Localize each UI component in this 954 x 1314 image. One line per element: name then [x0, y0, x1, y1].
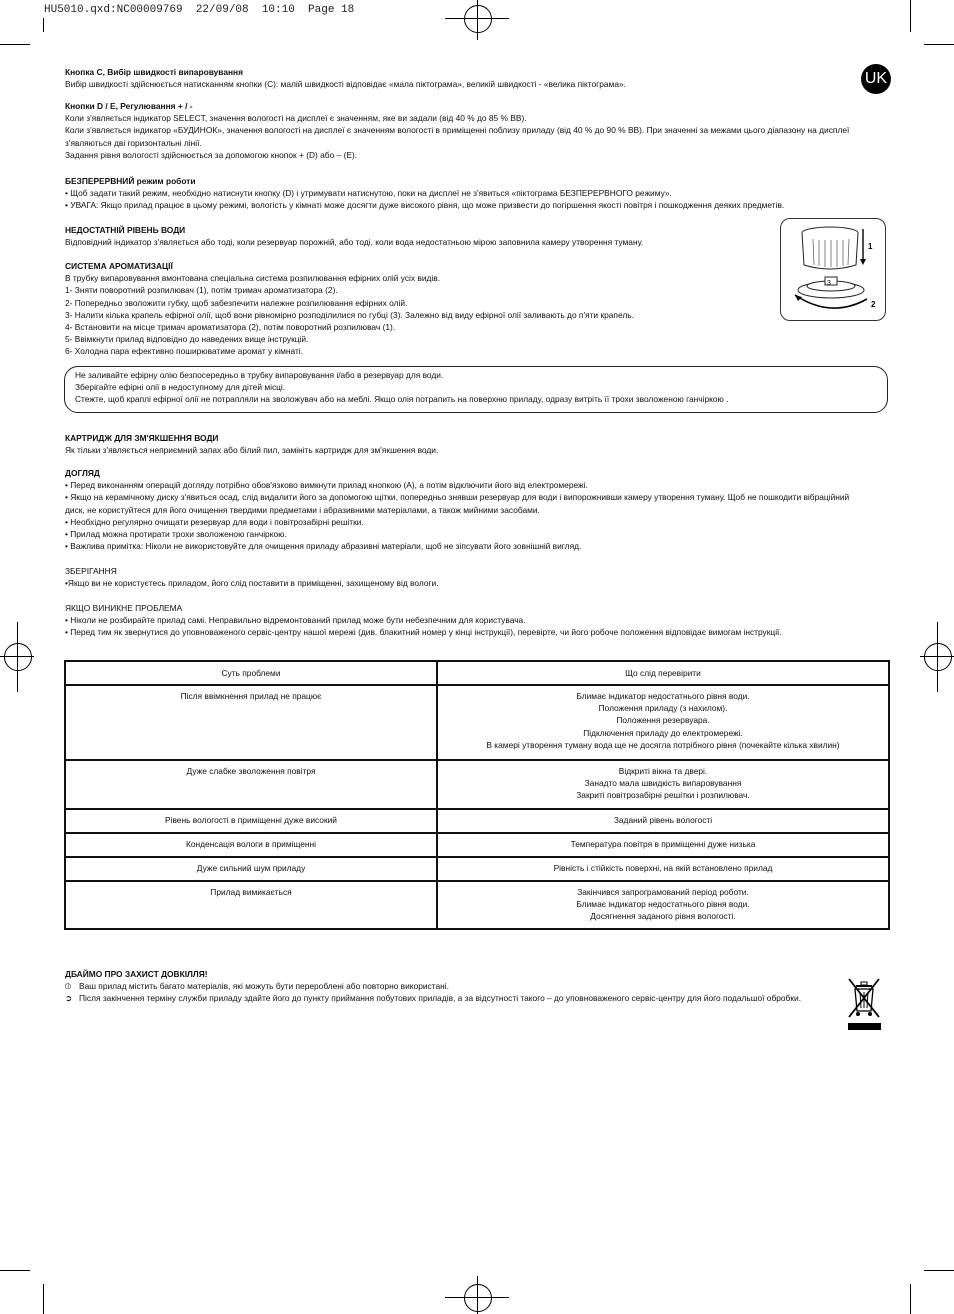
- env-text: Ваш прилад містить багато матеріалів, які можуть бути перероблені або повторно використані.: [79, 981, 449, 992]
- text-line: • Щоб задати такий режим, необхідно натиснути кнопку (D) і утримувати натиснутою, поки на дисплеї не з'явиться «піктограма БЕЗПЕРЕРВНОГО режиму».: [65, 188, 672, 199]
- note-line: Зберігайте ефірні олії в недоступному для дітей місці.: [75, 382, 286, 393]
- aroma-warning-note: [64, 366, 888, 413]
- text-line: 1- Зняти поворотний розпилювач (1), потім тримач ароматизатора (2).: [65, 285, 338, 296]
- printer-slug: HU5010.qxd:NC00009769 22/09/08 10:10 Page 18: [44, 4, 355, 16]
- section-maintenance: [65, 467, 849, 552]
- text-line: Задання рівня вологості здійснюється за допомогою кнопок + (D) або – (E).: [65, 149, 358, 160]
- section-low-water: [65, 224, 643, 248]
- text-line: • Важлива примітка: Ніколи не використовуйте для очищення приладу абразивні матеріали, щоб не зіпсувати його зовнішній вигляд.: [65, 541, 582, 552]
- text-line: • Перед виконанням операцій догляду потрібно обов'язково вимкнути прилад кнопкою (A), а потім відключити його від електромережі.: [65, 480, 588, 491]
- problem-cell: Прилад вимикається: [65, 881, 437, 929]
- figure-label-3: 3: [827, 280, 831, 287]
- check-cell: [437, 833, 889, 857]
- check-cell: [437, 881, 889, 929]
- section-title: Кнопки D / E, Регулювання + / -: [65, 101, 193, 111]
- check-item: Блимає індикатор недостатнього рівня води.: [576, 899, 750, 910]
- text-line: з'являються дві горизонтальні лінії.: [65, 137, 202, 148]
- text-line: [65, 992, 801, 1004]
- section-continuous-mode: [65, 175, 784, 212]
- crop-mark-br-v: [910, 1284, 911, 1314]
- check-cell: [437, 809, 889, 833]
- text-line: 3- Налити кілька крапель ефірної олії, щоб вони рівномірно розподілилися по губці (3). Залежно від виду ефірної олії заливають до п'яти крапель.: [65, 309, 634, 320]
- section-environment: [65, 968, 801, 1005]
- section-speed-button: [65, 66, 626, 90]
- check-item: Підключення приладу до електромережі.: [583, 727, 743, 738]
- section-title: ДБАЙМО ПРО ЗАХИСТ ДОВКІЛЛЯ!: [65, 969, 208, 979]
- text-line: Коли з'являється індикатор SELECT, значення вологості на дисплеї є значенням, яке ви задали (від 40 % до 85 % ВВ).: [65, 113, 527, 124]
- section-title: Кнопка C, Вибір швидкості випаровування: [65, 67, 243, 77]
- table-row: [65, 685, 889, 760]
- recycle-icon: ⦶: [65, 981, 72, 992]
- section-title: СИСТЕМА АРОМАТИЗАЦІЇ: [65, 261, 173, 271]
- check-cell: [437, 760, 889, 809]
- check-item: Блимає індикатор недостатнього рівня води.: [576, 691, 750, 701]
- figure-label-1: 1: [868, 242, 873, 251]
- env-text: Після закінчення терміну служби приладу здайте його до пункту приймання побутових приладів, а за відсутності такого – до уповноваженого сервіс-центру для його подальшої обробки.: [79, 993, 802, 1004]
- check-item: В камері утворення туману вода ще не досягла потрібного рівня (почекайте кілька хвилин): [486, 739, 840, 750]
- section-title: КАРТРИДЖ ДЛЯ ЗМ'ЯКШЕННЯ ВОДИ: [65, 433, 219, 443]
- aroma-diffuser-illustration: [780, 218, 886, 321]
- section-aroma-system: [65, 260, 634, 358]
- text-line: • Прилад можна протирати трохи зволоженою ганчіркою.: [65, 529, 287, 540]
- arrow-icon: ➲: [65, 993, 73, 1004]
- text-line: В трубку випаровування вмонтована спеціальна система розпилювання ефірних олій усіх видів.: [65, 273, 441, 284]
- note-line: Стежте, щоб краплі ефірної олії не потрапляли на зволожувач або на меблі. Якщо олія потрапить на поверхню приладу, одразу витріть її трохи зволоженою ганчіркою .: [75, 394, 729, 405]
- text-line: • Необхідно регулярно очищати резервуар для води і повітрозабірні решітки.: [65, 516, 364, 527]
- header-cell: Суть проблеми: [65, 661, 437, 685]
- table-row: [65, 760, 889, 809]
- section-troubleshooting: [65, 602, 782, 639]
- text-line: Коли з'являється індикатор «БУДИНОК», значення вологості на дисплеї є значенням вологості в приміщенні поблизу приладу (від 40 % до 90 % ВВ). При значенні за межами цього діапазону на дисплеї: [65, 125, 850, 136]
- section-title: ЯКЩО ВИНИКНЕ ПРОБЛЕМА: [65, 603, 183, 613]
- check-item: Температура повітря в приміщенні дуже низька: [570, 839, 756, 849]
- text-line: •Якщо ви не користуєтесь приладом, його слід поставити в приміщенні, захищеному від вологи.: [65, 578, 439, 589]
- text-line: Вибір швидкості здійснюється натисканням кнопки (C): малій швидкості відповідає «мала піктограма», великій швидкості - «велика піктограма».: [65, 79, 626, 90]
- check-item: Відкриті вікна та двері.: [618, 766, 708, 776]
- text-line: • Перед тим як звернутися до уповноваженого сервіс-центру нашої мережі (див. блакитний номер у кінці інструкції), перевірте, чи його робоче положення відповідає вимогам інструкції.: [65, 627, 782, 638]
- crop-mark-bl-v: [43, 1284, 44, 1314]
- text-line: 4- Встановити на місце тримач ароматизатора (2), потім поворотний розпилювач (1).: [65, 322, 396, 333]
- table-row: [65, 809, 889, 833]
- text-line: • Ніколи не розбирайте прилад самі. Неправильно відремонтований прилад може бути небезпечним для користувача.: [65, 615, 526, 626]
- problem-cell: Рівень вологості в приміщенні дуже високий: [65, 809, 437, 833]
- check-cell: [437, 857, 889, 881]
- crop-mark-tl-h: [0, 44, 30, 45]
- table-row: [65, 881, 889, 929]
- check-item: Занадто мала швидкість випаровування: [584, 778, 742, 789]
- crop-mark-br-h: [924, 1270, 954, 1271]
- crop-mark-tr-v: [910, 0, 911, 32]
- note-line: Не заливайте ефірну олію безпосередньо в трубку випаровування і/або в резервуар для води.: [75, 370, 444, 380]
- figure-label-2: 2: [871, 300, 876, 309]
- check-item: Заданий рівень вологості: [613, 815, 713, 825]
- text-line: Відповідний індикатор з'являється або тоді, коли резервуар порожній, або тоді, коли вода недостатньою мірою заповнила камеру утворення туману.: [65, 237, 644, 248]
- table-header-row: [65, 661, 889, 685]
- crop-mark-bl-h: [0, 1270, 30, 1271]
- section-title: НЕДОСТАТНІЙ РІВЕНЬ ВОДИ: [65, 225, 186, 235]
- check-item: Положення приладу (з нахилом).: [598, 703, 728, 714]
- check-item: Закриті повітрозабірні решітки і розпилювач.: [576, 790, 750, 801]
- check-item: Закінчився запрограмований період роботи.: [577, 887, 749, 897]
- check-item: Положення резервуара.: [616, 715, 710, 726]
- text-line: [65, 980, 801, 992]
- text-line: 2- Попередньо зволожити губку, щоб забезпечити належне розпилювання ефірних олій.: [65, 297, 408, 308]
- crop-mark-tl-v: [43, 18, 44, 32]
- problem-cell: Конденсація вологи в приміщенні: [65, 833, 437, 857]
- check-item: Досягнення заданого рівня вологості.: [590, 911, 736, 922]
- section-softener-cartridge: [65, 432, 438, 456]
- section-title: ДОГЛЯД: [65, 468, 100, 478]
- problem-cell: Дуже слабке зволоження повітря: [65, 760, 437, 809]
- table-row: [65, 857, 889, 881]
- troubleshooting-table: [64, 660, 890, 930]
- text-line: Як тільки з'являється неприємний запах або білий пил, замініть картридж для зм'якшення води.: [65, 445, 439, 456]
- section-storage: [65, 565, 439, 589]
- check-item: Рівність і стійкість поверхні, на якій встановлено прилад: [553, 863, 773, 873]
- table-row: [65, 833, 889, 857]
- check-cell: [437, 685, 889, 760]
- text-line: диск, не користуйтеся для його очищення твердими предметами і абразивними матеріалами, а також мийними засобами.: [65, 504, 540, 515]
- crossed-bin-icon: [846, 976, 882, 1032]
- text-line: • УВАГА: Якщо прилад працює в цьому режимі, вологість у кімнаті може досягти дуже високого рівня, що може призвести до погіршення якості повітря і пошкодження деяких предметів.: [65, 200, 785, 211]
- language-badge-uk: UK: [861, 64, 891, 94]
- text-line: 5- Ввімкнути прилад відповідно до наведених вище інструкцій.: [65, 334, 309, 345]
- header-cell: Що слід перевірити: [437, 661, 889, 685]
- section-title: БЕЗПЕРЕРВНИЙ режим роботи: [65, 176, 196, 186]
- text-line: 6- Холодна пара ефективно поширюватиме аромат у кімнаті.: [65, 346, 303, 357]
- section-humidity-buttons: [65, 100, 849, 161]
- problem-cell: Дуже сильний шум приладу: [65, 857, 437, 881]
- problem-cell: Після ввімкнення прилад не працює: [65, 685, 437, 760]
- text-line: • Якщо на керамічному диску з'явиться осад, слід видалити його за допомогою щітки, попередньо знявши резервуар для води і випорожнивши камеру утворення туману. Щоб не пошкодити вібраційний: [65, 492, 850, 503]
- crop-mark-tr-h: [924, 44, 954, 45]
- section-title: ЗБЕРІГАННЯ: [65, 566, 117, 576]
